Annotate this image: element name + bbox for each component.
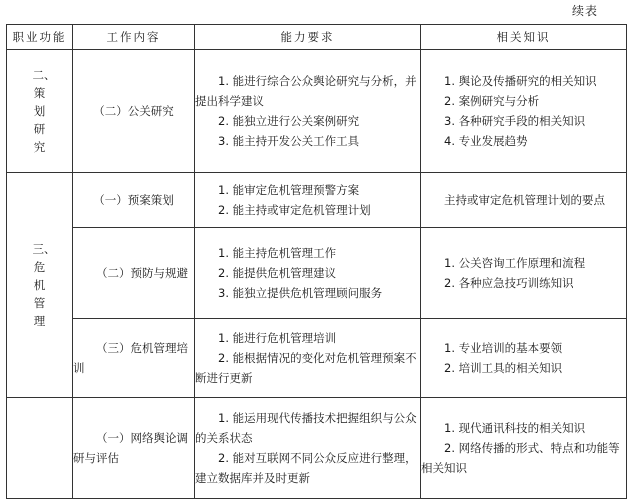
knowledge-item: 2. 各种应急技巧训练知识 bbox=[444, 276, 574, 290]
ability-item: 1. 能主持危机管理工作 bbox=[218, 246, 337, 260]
knowledge-item: 1. 公关咨询工作原理和流程 bbox=[444, 256, 586, 270]
ability-item: 3. 能独立提供危机管理顾问服务 bbox=[218, 286, 383, 300]
ability-item: 1. 能进行危机管理培训 bbox=[218, 331, 337, 345]
content-cell bbox=[73, 398, 195, 499]
content-cell bbox=[73, 319, 195, 398]
header-content: 工作内容 bbox=[73, 25, 195, 50]
knowledge-item: 1. 舆论及传播研究的相关知识 bbox=[444, 74, 597, 88]
content-cell bbox=[73, 50, 195, 173]
ability-cell bbox=[195, 173, 421, 228]
ability-item: 1. 能进行综合公众舆论研究与分析，并提出科学建议 bbox=[195, 74, 417, 108]
knowledge-item: 3. 各种研究手段的相关知识 bbox=[444, 114, 586, 128]
function-cell bbox=[7, 50, 73, 173]
ability-cell bbox=[195, 50, 421, 173]
ability-cell bbox=[195, 228, 421, 319]
content-text: （二）预防与规避 bbox=[96, 266, 188, 280]
table-row bbox=[7, 319, 627, 398]
table-row bbox=[7, 228, 627, 319]
ability-item: 2. 能主持或审定危机管理计划 bbox=[218, 203, 371, 217]
content-text: （一）预案策划 bbox=[93, 193, 174, 207]
knowledge-item: 2. 案例研究与分析 bbox=[444, 94, 540, 108]
ability-item: 2. 能根据情况的变化对危机管理预案不断进行更新 bbox=[195, 351, 417, 385]
content-cell bbox=[73, 173, 195, 228]
ability-cell bbox=[195, 319, 421, 398]
content-text: （三）危机管理培训 bbox=[73, 341, 188, 375]
function-cell bbox=[7, 398, 73, 499]
table-row bbox=[7, 50, 627, 173]
content-text: （二）公关研究 bbox=[93, 104, 174, 118]
ability-item: 3. 能主持开发公关工作工具 bbox=[218, 134, 360, 148]
ability-item: 1. 能运用现代传播技术把握组织与公众的关系状态 bbox=[195, 411, 417, 445]
ability-item: 2. 能对互联网不同公众反应进行整理，建立数据库并及时更新 bbox=[195, 451, 417, 485]
table-row bbox=[7, 173, 627, 228]
function-label: 二、策划研究 bbox=[32, 68, 56, 154]
knowledge-item: 2. 网络传播的形式、特点和功能等相关知识 bbox=[421, 441, 620, 475]
content-text: （一）网络舆论调研与评估 bbox=[73, 431, 188, 465]
header-knowledge: 相关知识 bbox=[421, 25, 627, 50]
table-row bbox=[7, 398, 627, 499]
ability-cell bbox=[195, 398, 421, 499]
function-cell bbox=[7, 173, 73, 398]
table-header-row bbox=[7, 25, 627, 50]
continued-label: 续表 bbox=[572, 4, 599, 18]
knowledge-item: 1. 专业培训的基本要领 bbox=[444, 341, 563, 355]
knowledge-cell bbox=[421, 50, 627, 173]
knowledge-item: 4. 专业发展趋势 bbox=[444, 134, 528, 148]
content-cell bbox=[73, 228, 195, 319]
competency-table bbox=[6, 24, 627, 499]
header-function: 职业功能 bbox=[7, 25, 73, 50]
knowledge-item: 1. 现代通讯科技的相关知识 bbox=[444, 421, 586, 435]
knowledge-cell bbox=[421, 398, 627, 499]
header-ability: 能力要求 bbox=[195, 25, 421, 50]
function-label: 三、危机管理 bbox=[32, 242, 56, 328]
knowledge-item: 2. 培训工具的相关知识 bbox=[444, 361, 563, 375]
knowledge-item: 主持或审定危机管理计划的要点 bbox=[444, 193, 605, 207]
knowledge-cell bbox=[421, 228, 627, 319]
ability-item: 2. 能提供危机管理建议 bbox=[218, 266, 337, 280]
knowledge-cell bbox=[421, 173, 627, 228]
knowledge-cell bbox=[421, 319, 627, 398]
ability-item: 1. 能审定危机管理预警方案 bbox=[218, 183, 360, 197]
ability-item: 2. 能独立进行公关案例研究 bbox=[218, 114, 360, 128]
